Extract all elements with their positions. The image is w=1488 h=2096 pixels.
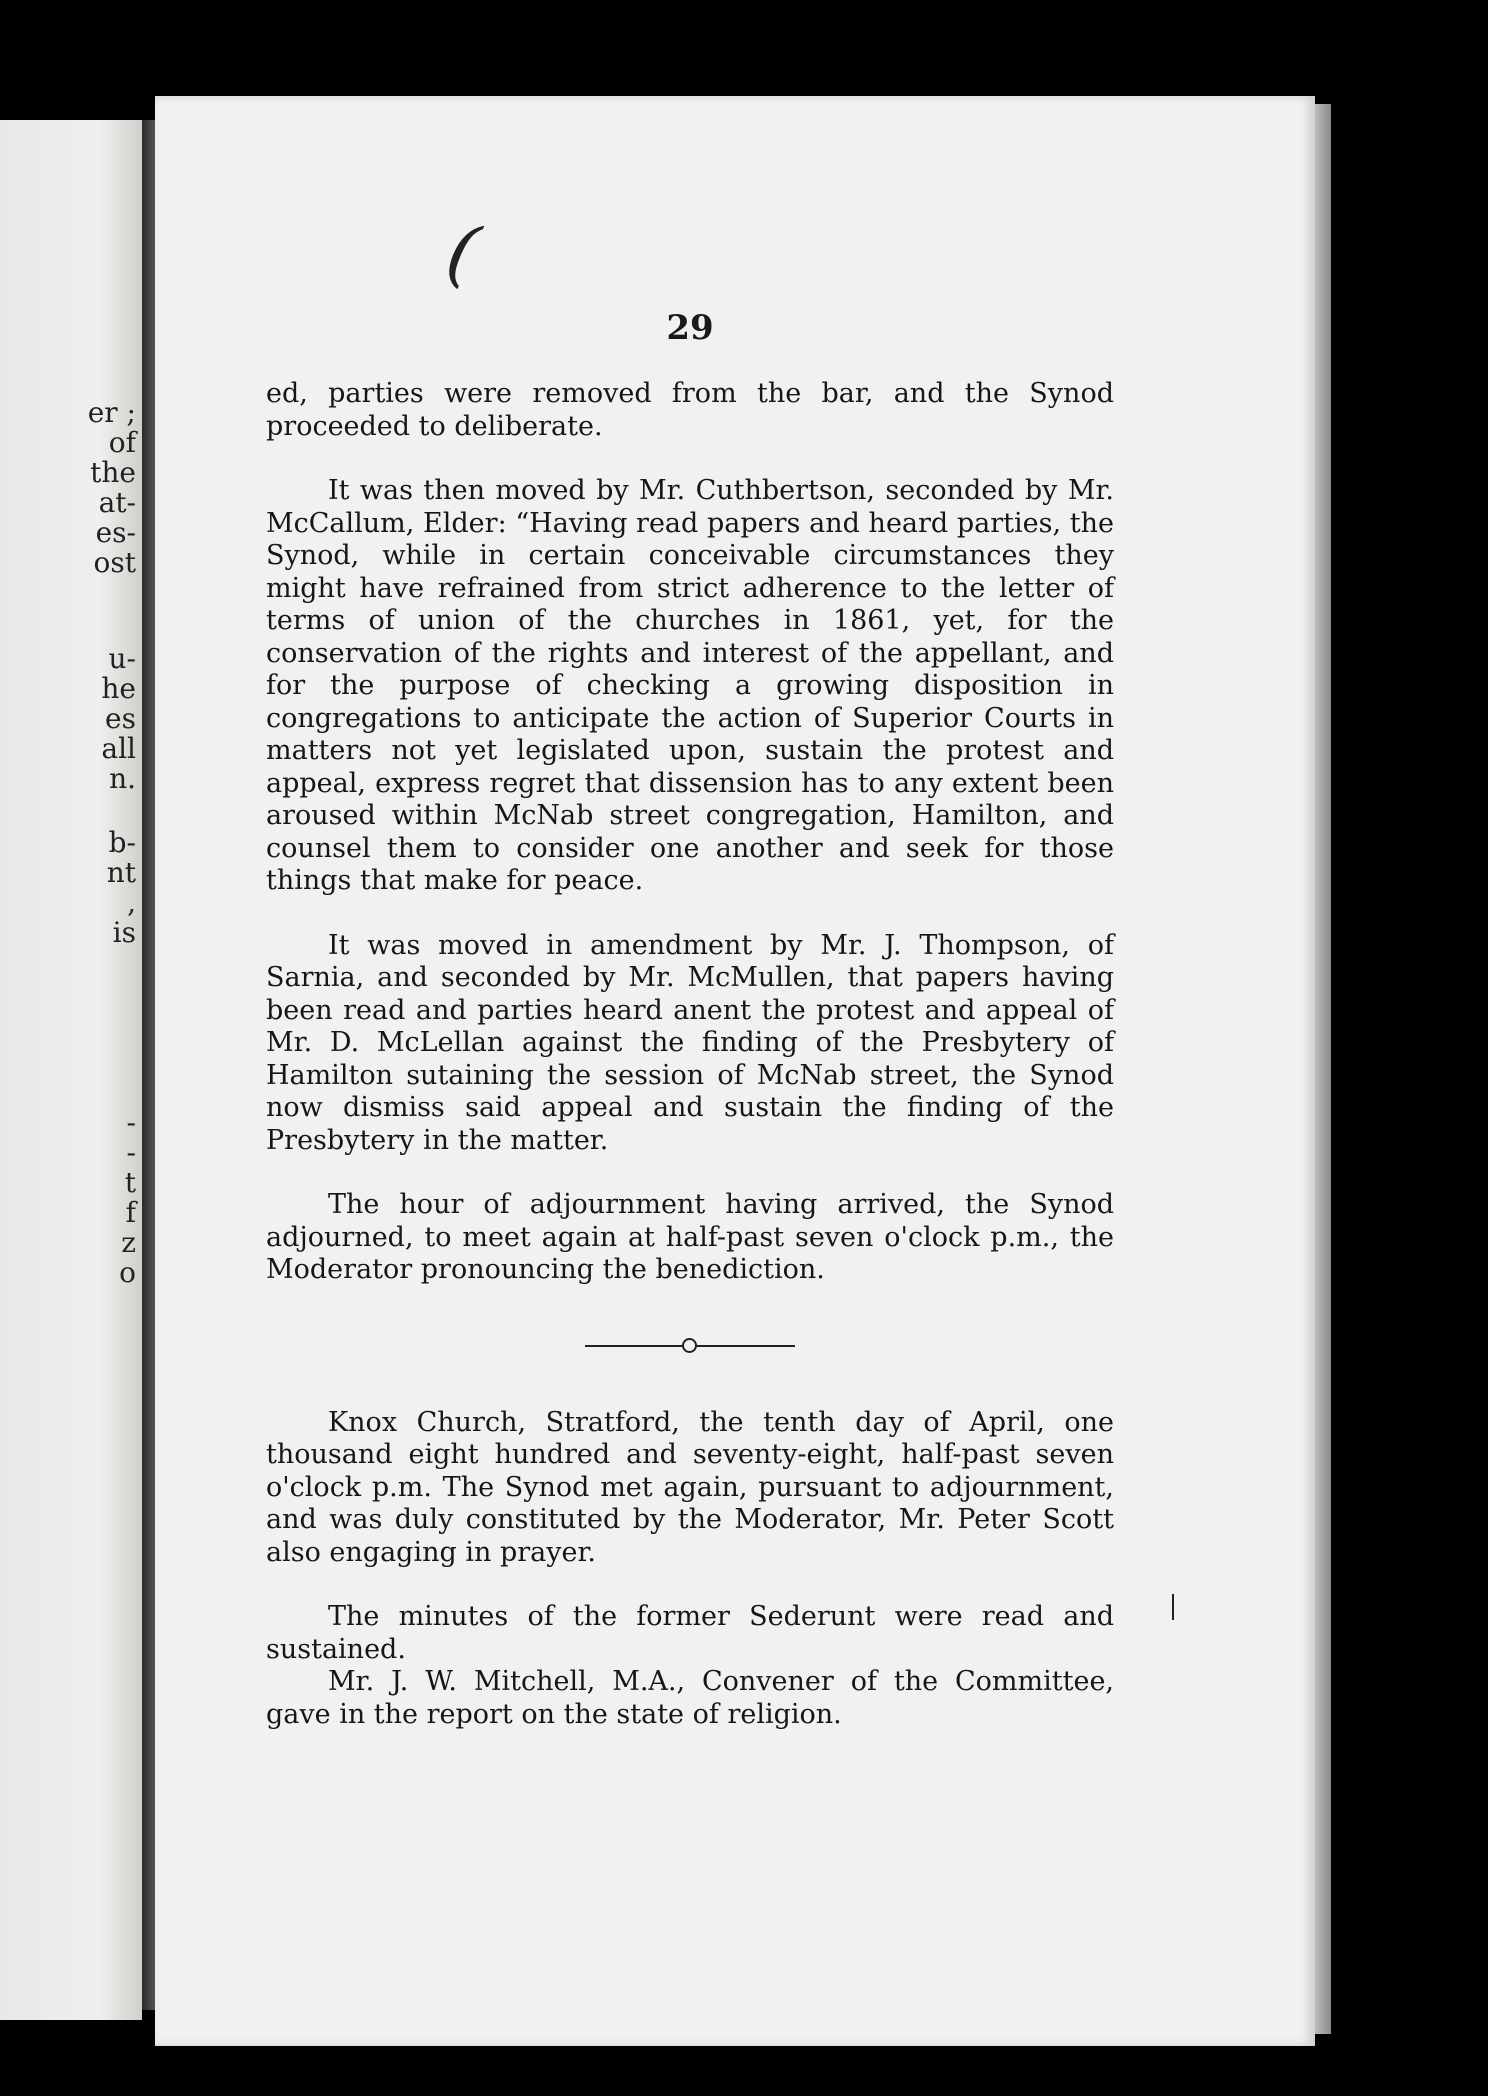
facing-page-fragment: at- [98,486,136,519]
section-divider [585,1331,795,1361]
margin-mark [1172,1594,1174,1620]
facing-page-fragment: the [90,456,136,489]
paragraph: The hour of adjournment having arrived, the Synod adjourned, to meet again at half-past seven o'clock p.m., the Moderator pronouncing the benediction. [266,1189,1114,1285]
binding-gutter [142,120,155,2010]
facing-page-fragment: ost [93,546,136,579]
facing-page-fragment: f [125,1196,136,1229]
facing-page-fragment: t [124,1166,136,1199]
pencil-annotation: ( [439,207,486,299]
paragraph: It was then moved by Mr. Cuthbertson, seconded by Mr. McCallum, Elder: “Having read papers and heard parties, the Synod, while in certain conceivable circumstances they might have refrained from strict adherence to the letter of terms of union of the churches in 1861, yet, for the conservation of the rights and interest of the appellant, and for the purpose of checking a growing disposition in congregations to anticipate the action of Superior Courts in matters not yet legislated upon, sustain the protest and appeal, express regret that dissension has to any extent been aroused within McNab street congregation, Hamilton, and counsel them to consider one another and seek for those things that make for peace. [266,475,1114,896]
facing-page-fragment: es- [95,516,136,549]
facing-page-fragment: , [127,886,136,919]
facing-page-fragment: - [126,1106,136,1139]
page-number: 29 [666,308,714,348]
facing-page-fragment: he [101,672,136,705]
facing-page-fragment: es [105,702,136,735]
body-text [266,378,1114,1731]
paragraph: The minutes of the former Sederunt were read and sustained. [266,1601,1114,1665]
facing-page-fragment: z [121,1226,136,1259]
facing-page-fragment: b- [108,826,136,859]
facing-page-fragment: u- [108,642,136,675]
facing-page-fragment: all [101,732,136,765]
facing-page-fragment: n. [109,762,136,795]
facing-page-fragment: er ; [87,396,136,429]
facing-page-fragment: o [119,1256,136,1289]
facing-page-fragment: of [108,426,136,459]
facing-page-fragment: - [126,1136,136,1169]
paragraph: It was moved in amendment by Mr. J. Thompson, of Sarnia, and seconded by Mr. McMullen, that papers having been read and parties heard anent the protest and appeal of Mr. D. McLellan against the finding of the Presbytery of Hamilton sutaining the session of McNab street, the Synod now dismiss said appeal and sustain the finding of the Presbytery in the matter. [266,929,1114,1156]
facing-page [0,120,142,2020]
facing-page-fragment: is [112,916,136,949]
paragraph: Mr. J. W. Mitchell, M.A., Convener of the Committee, gave in the report on the state of religion. [266,1666,1114,1730]
page-edge [1315,104,1331,2034]
paragraph: ed, parties were removed from the bar, and the Synod proceeded to deliberate. [266,378,1114,442]
facing-page-fragment: nt [106,856,136,889]
paragraph: Knox Church, Stratford, the tenth day of April, one thousand eight hundred and seventy-eight, half-past seven o'clock p.m. The Synod met again, pursuant to adjournment, and was duly constituted by the Moderator, Mr. Peter Scott also engaging in prayer. [266,1406,1114,1568]
